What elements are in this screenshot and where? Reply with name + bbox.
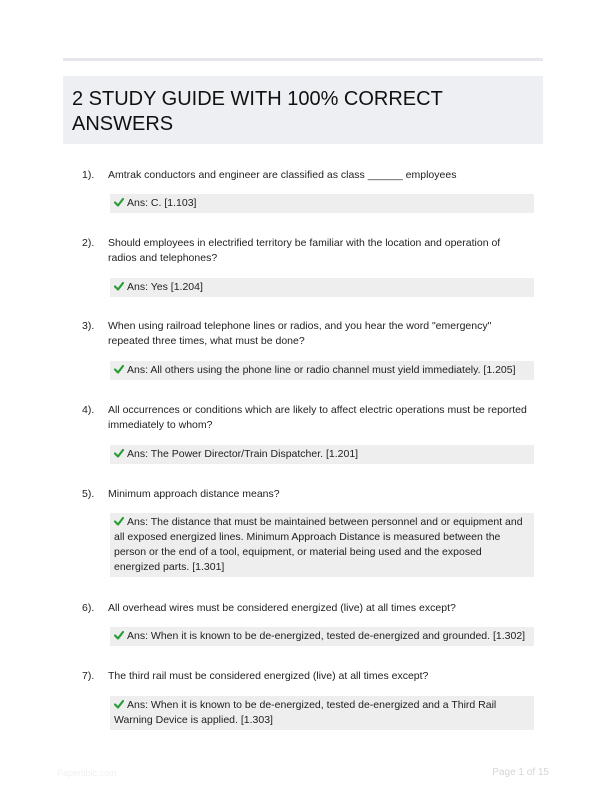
check-icon [114, 364, 124, 374]
answer-box [110, 278, 534, 297]
answer-text: Ans: The Power Director/Train Dispatcher. [1.201] [127, 448, 359, 460]
question-text: All occurrences or conditions which are likely to affect electric operations must be reported immediately to whom? [108, 404, 527, 431]
answer-text: Ans: The distance that must be maintained between personnel and or equipment and all exposed energized lines. Minimum Approach Distance is measured between the person or the end of a tool, equipment, or material being used and the exposed energized parts. [1.301] [114, 516, 523, 573]
answer-box [110, 513, 534, 577]
check-icon [114, 281, 124, 291]
question-text: When using railroad telephone lines or radios, and you hear the word "emergency" repeated three times, what must be done? [108, 320, 492, 347]
answer-text: Ans: C. [1.103] [127, 197, 197, 209]
answer-text: Ans: All others using the phone line or radio channel must yield immediately. [1.205] [127, 364, 516, 376]
question-text: Amtrak conductors and engineer are classified as class ______ employees [108, 169, 457, 181]
page-number: Page 1 of 15 [492, 767, 549, 778]
question-text: The third rail must be considered energized (live) at all times except? [108, 670, 429, 682]
check-icon [114, 699, 124, 709]
check-icon [114, 448, 124, 458]
page-title: 2 STUDY GUIDE WITH 100% CORRECT ANSWERS [72, 88, 443, 135]
question-number: 4). [82, 404, 95, 416]
answer-box [110, 194, 534, 213]
answer-box [110, 361, 534, 380]
answer-text: Ans: When it is known to be de-energized, tested de-energized and grounded. [1.302] [127, 630, 526, 642]
question-number: 2). [82, 237, 95, 249]
answer-text: Ans: When it is known to be de-energized, tested de-energized and a Third Rail Warning Device is applied. [1.303] [114, 699, 497, 726]
question-text: Should employees in electrified territory be familiar with the location and operation of radios and telephones? [108, 237, 501, 264]
check-icon [114, 516, 124, 526]
question-text: Minimum approach distance means? [108, 488, 280, 500]
top-rule [63, 58, 543, 61]
question-number: 7). [82, 670, 95, 682]
question-number: 1). [82, 169, 95, 181]
watermark: Papertibic.com [57, 768, 117, 778]
question-number: 3). [82, 320, 95, 332]
question-number: 6). [82, 602, 95, 614]
check-icon [114, 630, 124, 640]
question-text: All overhead wires must be considered energized (live) at all times except? [108, 602, 456, 614]
answer-box [110, 445, 534, 464]
title-banner [63, 76, 543, 144]
check-icon [114, 197, 124, 207]
answer-text: Ans: Yes [1.204] [127, 281, 203, 293]
answer-box [110, 696, 534, 730]
answer-box [110, 627, 534, 646]
question-number: 5). [82, 488, 95, 500]
